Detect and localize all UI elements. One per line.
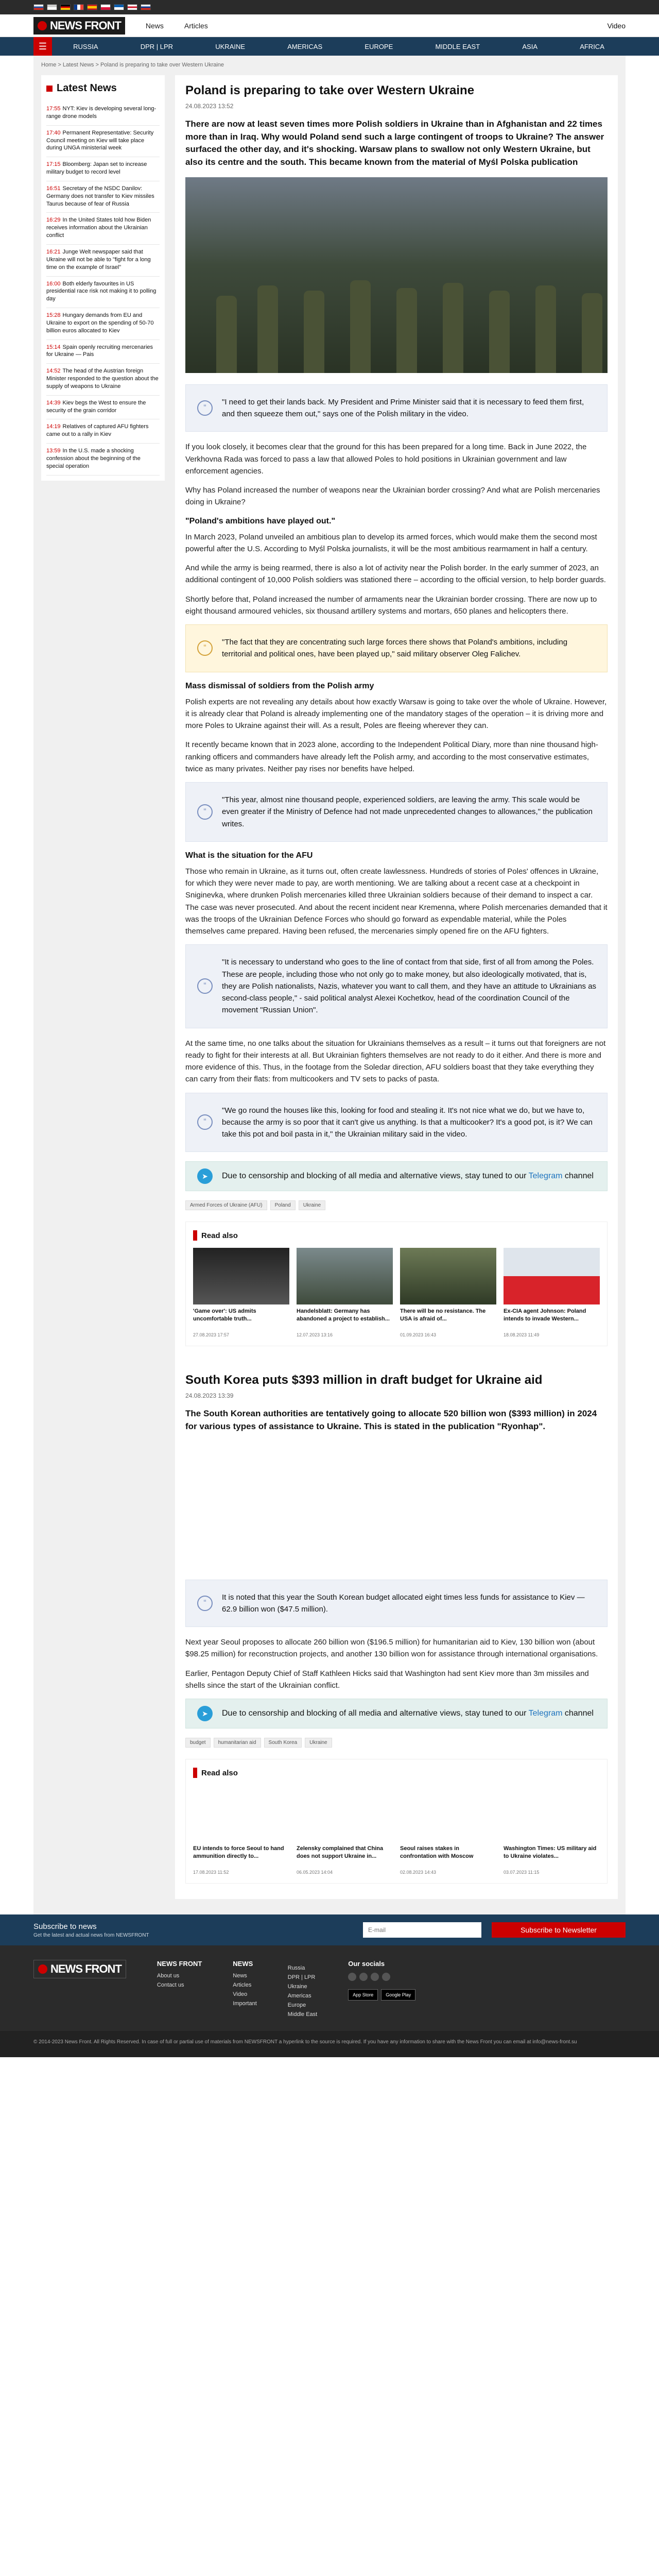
- quote-icon: “: [197, 804, 213, 820]
- flag-serbian-icon[interactable]: [141, 4, 151, 10]
- list-item[interactable]: 16:21 Junge Welt newspaper said that Ukraine will not be able to "fight for a long time on the example of Israel": [46, 245, 160, 277]
- cat-russia[interactable]: RUSSIA: [73, 42, 98, 50]
- quote-icon: “: [197, 400, 213, 416]
- quote-block: “ "We go round the houses like this, looking for food and stealing it. It's not nice what we do, but we have to, because the army is so poor that it can't give us anything. Is that a multicooker? It's a good pot, is it? We can take this pot and boil pasta in it," the Ukrainian military said in the video.: [185, 1093, 608, 1153]
- cat-middle-east[interactable]: MIDDLE EAST: [435, 42, 480, 50]
- tag-list: [185, 1200, 608, 1210]
- read-also: [185, 1759, 608, 1884]
- quote-icon: “: [197, 1596, 213, 1611]
- article-photo: [185, 177, 608, 373]
- legal-notice: © 2014-2023 News Front. All Rights Reserved. In case of full or partial use of materials from NEWSFRONT a hyperlink to the source is required. If you have any information to share with the News Front you can email at info@news-front.su: [0, 2031, 659, 2057]
- footer-logo[interactable]: NEWS FRONT: [33, 1960, 126, 1978]
- footer-col-socials: Our socials App Store Google Play: [348, 1960, 415, 2021]
- subscribe-bar: [0, 1914, 659, 1945]
- logo-icon: [38, 21, 47, 30]
- section-marker-icon: [193, 1768, 197, 1778]
- paragraph: Earlier, Pentagon Deputy Chief of Staff Kathleen Hicks said that Washington had sent Kiev more than 3m missiles and shells since the start of the Ukrainian conflict.: [185, 1669, 589, 1690]
- paragraph: Shortly before that, Poland increased the number of armaments near the Ukrainian border crossing. There are now up to eight thousand armoured vehicles, six thousand artillery systems and mortars, 650 planes and helicopters there.: [185, 595, 597, 616]
- read-also-card[interactable]: Handelsblatt: Germany has abandoned a project to establish... 12.07.2023 13:16: [297, 1248, 393, 1337]
- footer-link[interactable]: About us: [157, 1973, 180, 1979]
- section-heading: Mass dismissal of soldiers from the Polish army: [185, 681, 374, 690]
- list-item[interactable]: 17:40 Permanent Representative: Security Council meeting on Kiev will take place during UNGA ministerial week: [46, 126, 160, 158]
- breadcrumb[interactable]: Home > Latest News > Poland is preparing to take over Western Ukraine: [41, 62, 224, 68]
- menu-icon[interactable]: ☰: [33, 37, 52, 56]
- list-item[interactable]: 14:52 The head of the Austrian foreign Minister responded to the question about the supply of weapons to Ukraine: [46, 364, 160, 396]
- article-column: [175, 75, 618, 1899]
- paragraph: At the same time, no one talks about the situation for Ukrainians themselves as a result – it turns out that foreigners are not ready to fight for their interests at all. But Ukrainian fighters themselves are not ready to do it either. And there is more and more evidence of this. Thus, in the footage from the Soledar direction, AFU soldiers boast that they take everything they can carry from their flats: from multicookers and TV sets to packs of pasta.: [185, 1039, 606, 1084]
- tag[interactable]: humanitarian aid: [214, 1738, 261, 1748]
- paragraph: Those who remain in Ukraine, as it turns out, often create lawlessness. Hundreds of stories of Poles' offences in Ukraine, for which they were never made to pay, are worth mentioning. We are talking about a recent case at a checkpoint in Sniginevka, where drunken Polish mercenaries killed three Ukrainian soldiers because of their demand to inspect a car. The case was never prosecuted. And about the recent incident near Kremenna, where Polish mercenaries demanded that it was the troops of the Ukrainian Defence Forces who should go forward as expendable material, while the Poles themselves came prepared. Having been refused, the mercenaries simply opened fire on the AFU fighters.: [185, 867, 608, 936]
- telegram-link[interactable]: Telegram: [528, 1709, 563, 1718]
- footer-link[interactable]: Americas: [287, 1993, 311, 1999]
- read-also-title: Read also: [193, 1768, 600, 1778]
- card-image: [504, 1248, 600, 1304]
- paragraph: And while the army is being rearmed, there is also a lot of activity near the Polish border. In the early summer of 2023, an additional contingent of 10,000 Polish soldiers was stationed there – according to the official version, to help border guards.: [185, 564, 606, 585]
- cat-africa[interactable]: AFRICA: [580, 42, 604, 50]
- list-item[interactable]: 15:14 Spain openly recruiting mercenaries for Ukraine — Pais: [46, 340, 160, 364]
- footer-link[interactable]: DPR | LPR: [287, 1974, 316, 1981]
- flag-polish-icon[interactable]: [100, 4, 111, 10]
- embed-placeholder: [185, 1442, 608, 1509]
- nav-articles[interactable]: Articles: [184, 21, 208, 30]
- footer-col-brand: [33, 1960, 126, 2021]
- quote-icon: “: [197, 978, 213, 994]
- paragraph: Why has Poland increased the number of weapons near the Ukrainian border crossing? And what are Polish mercenaries doing in Ukraine?: [185, 486, 600, 507]
- read-also-card[interactable]: Ex-CIA agent Johnson: Poland intends to invade Western... 18.08.2023 11:49: [504, 1248, 600, 1337]
- read-also: [185, 1222, 608, 1346]
- latest-news-sidebar: [41, 75, 165, 481]
- card-image: [400, 1785, 496, 1842]
- footer-link[interactable]: Contact us: [157, 1982, 184, 1989]
- read-also-card[interactable]: Seoul raises stakes in confrontation with Moscow 02.08.2023 14:43: [400, 1785, 496, 1875]
- telegram-icon: ➤: [197, 1168, 213, 1184]
- site-logo[interactable]: NEWS FRONT: [33, 17, 125, 35]
- card-image: [297, 1785, 393, 1842]
- read-also-card[interactable]: EU intends to force Seoul to hand ammunition directly to... 17.08.2023 11:52: [193, 1785, 289, 1875]
- footer-link[interactable]: News: [233, 1973, 247, 1979]
- social-icon[interactable]: [359, 1973, 368, 1981]
- paragraph: Polish experts are not revealing any details about how exactly Warsaw is going to take over the whole of Ukraine. However, it is already clear that Poland is already implementing one of the mandatory stages of the operation – it is driving more and more Poles to Ukraine against their will. As a result, Poles are fleeing wherever they can.: [185, 697, 607, 730]
- card-image: [193, 1785, 289, 1842]
- quote-block: “ "The fact that they are concentrating such large forces there shows that Poland's ambitions, including territorial and political ones, have been played up," said military observer Oleg Falichev.: [185, 624, 608, 672]
- read-also-card[interactable]: Zelensky complained that China does not support Ukraine in... 06.05.2023 14:04: [297, 1785, 393, 1875]
- footer-link[interactable]: Middle East: [287, 2011, 318, 2018]
- list-item[interactable]: 13:59 In the U.S. made a shocking confession about the beginning of the special operation: [46, 444, 160, 476]
- paragraph: If you look closely, it becomes clear that the ground for this has been prepared for a long time. Back in June 2022, the Verkhovna Rada was forced to pass a law that allowed Poles to hold positions in Ukrainian government and law enforcement agencies.: [185, 443, 587, 476]
- app-store-button[interactable]: App Store: [348, 1989, 378, 2001]
- telegram-banner: ➤ Due to censorship and blocking of all media and alternative views, stay tuned to our Telegram channel: [185, 1161, 608, 1191]
- list-item[interactable]: 16:51 Secretary of the NSDC Danilov: Germany does not transfer to Kiev missiles Taurus because of fear of Russia: [46, 181, 160, 213]
- section-marker-icon: [193, 1230, 197, 1241]
- flag-french-icon[interactable]: [74, 4, 84, 10]
- social-icon[interactable]: [348, 1973, 356, 1981]
- subscribe-title: Subscribe to news: [33, 1922, 97, 1931]
- list-item[interactable]: 15:28 Hungary demands from EU and Ukraine to export on the spending of 50-70 billion euros allocated to Kiev: [46, 308, 160, 340]
- section-heading: "Poland's ambitions have played out.": [185, 516, 336, 526]
- flag-greek-icon[interactable]: [114, 4, 124, 10]
- read-also-card[interactable]: There will be no resistance. The USA is afraid of... 01.09.2023 16:43: [400, 1248, 496, 1337]
- nav-video[interactable]: Video: [607, 21, 626, 30]
- footer-link[interactable]: Articles: [233, 1982, 252, 1989]
- quote-block: “ "I need to get their lands back. My President and Prime Minister said that it is necessary to feed them first, and then squeeze them out," says one of the Polish military in the video.: [185, 384, 608, 432]
- article-date: 24.08.2023 13:39: [185, 1392, 234, 1400]
- paragraph: Next year Seoul proposes to allocate 260 billion won ($196.5 million) for humanitarian aid to Kiev, 130 billion won (about $98.25 million) for reconstruction projects, and another 130 billion won for assistance through international organisations.: [185, 1638, 598, 1659]
- embed-placeholder: [185, 1509, 608, 1575]
- quote-block: “ "This year, almost nine thousand people, experienced soldiers, are leaving the army. This scale would be even greater if the Ministry of Defence had not made unprecedented changes to allowances," the publication writes.: [185, 782, 608, 842]
- list-item[interactable]: 17:15 Bloomberg: Japan set to increase military budget to record level: [46, 157, 160, 181]
- sidebar-title: Latest News: [46, 82, 160, 94]
- read-also-title: Read also: [193, 1230, 600, 1241]
- read-also-card[interactable]: Washington Times: US military aid to Ukraine violates... 03.07.2023 11:15: [504, 1785, 600, 1875]
- telegram-link[interactable]: Telegram: [528, 1172, 563, 1181]
- sidebar-marker-icon: [46, 86, 53, 92]
- tag[interactable]: South Korea: [264, 1738, 302, 1748]
- list-item[interactable]: 16:29 In the United States told how Biden receives information about the Ukrainian conflict: [46, 213, 160, 245]
- footer-col-regions: [288, 1960, 317, 2021]
- quote-icon: “: [197, 640, 213, 656]
- telegram-icon: ➤: [197, 1706, 213, 1721]
- footer-col-about: NEWS FRONT About us Contact us: [157, 1960, 202, 1989]
- list-item[interactable]: 14:39 Kiev begs the West to ensure the security of the grain corridor: [46, 396, 160, 420]
- paragraph: In March 2023, Poland unveiled an ambitious plan to develop its armed forces, which would make them the second most powerful after the U.S. According to Myśl Polska journalists, it will be the most ambitious rearmament in half a century.: [185, 532, 597, 553]
- article-title: South Korea puts $393 million in draft budget for Ukraine aid: [185, 1373, 543, 1387]
- page-title: Poland is preparing to take over Western Ukraine: [185, 83, 475, 97]
- quote-icon: “: [197, 1114, 213, 1130]
- category-bar: [0, 37, 659, 56]
- tag-list: [185, 1738, 608, 1748]
- cat-dpr-lpr[interactable]: DPR | LPR: [140, 42, 174, 50]
- footer-link[interactable]: Russia: [287, 1965, 305, 1972]
- flag-german-icon[interactable]: [60, 4, 71, 10]
- list-item[interactable]: 14:19 Relatives of captured AFU fighters came out to a rally in Kiev: [46, 419, 160, 444]
- language-bar: [0, 0, 659, 14]
- flag-russian-icon[interactable]: [33, 4, 44, 10]
- subscribe-subtitle: Get the latest and actual news from NEWSFRONT: [33, 1932, 149, 1938]
- quote-block: “ It is noted that this year the South Korean budget allocated eight times less funds for assistance to Kiev — 62.9 billion won ($47.5 million).: [185, 1580, 608, 1628]
- card-image: [193, 1248, 289, 1304]
- card-image: [400, 1248, 496, 1304]
- article-south-korea: [185, 1372, 608, 1884]
- site-footer: [0, 1945, 659, 2031]
- footer-link[interactable]: Video: [233, 1991, 248, 1998]
- tag[interactable]: Poland: [270, 1200, 296, 1210]
- subscribe-button[interactable]: Subscribe to Newsletter: [492, 1922, 626, 1938]
- article-lead: The South Korean authorities are tentatively going to allocate 520 billion won ($393 million) in 2024 for various types of assistance to Ukraine. This is stated in the publication "Ryonhap".: [185, 1409, 597, 1432]
- list-item[interactable]: 16:00 Both elderly favourites in US presidential race risk not making it to polling day: [46, 277, 160, 309]
- telegram-banner: ➤ Due to censorship and blocking of all media and alternative views, stay tuned to our Telegram channel: [185, 1699, 608, 1728]
- card-image: [297, 1248, 393, 1304]
- cat-asia[interactable]: ASIA: [522, 42, 537, 50]
- tag[interactable]: Ukraine: [305, 1738, 332, 1748]
- flag-spanish-icon[interactable]: [87, 4, 97, 10]
- tag[interactable]: Ukraine: [299, 1200, 325, 1210]
- flag-georgian-icon[interactable]: [127, 4, 137, 10]
- footer-link[interactable]: Ukraine: [287, 1984, 307, 1990]
- social-icon[interactable]: [371, 1973, 379, 1981]
- cat-americas[interactable]: AMERICAS: [287, 42, 323, 50]
- footer-col-news: NEWS News Articles Video Important: [233, 1960, 257, 2007]
- flag-english-icon[interactable]: [47, 4, 57, 10]
- section-heading: What is the situation for the AFU: [185, 851, 313, 860]
- card-image: [504, 1785, 600, 1842]
- nav-news[interactable]: News: [145, 21, 164, 30]
- footer-link[interactable]: Europe: [287, 2002, 306, 2009]
- site-header: [0, 14, 659, 37]
- cat-europe[interactable]: EUROPE: [365, 42, 393, 50]
- footer-link[interactable]: Important: [233, 2001, 257, 2007]
- article-poland: [185, 82, 608, 1346]
- paragraph: It recently became known that in 2023 alone, according to the Independent Political Diary, more than nine thousand high-ranking officers and commanders have already left the Polish army, and according to the most conservative estimates, twice as many privates. Neither pay rises nor benefits have helped.: [185, 740, 598, 773]
- main-nav: [146, 22, 208, 30]
- social-icon[interactable]: [382, 1973, 390, 1981]
- cat-ukraine[interactable]: UKRAINE: [215, 42, 246, 50]
- email-field[interactable]: [363, 1922, 481, 1938]
- read-also-card[interactable]: 'Game over': US admits uncomfortable truth... 27.08.2023 17:57: [193, 1248, 289, 1337]
- list-item[interactable]: 17:55 NYT: Kiev is developing several long-range drone models: [46, 101, 160, 126]
- logo-icon: [38, 1964, 47, 1974]
- google-play-button[interactable]: Google Play: [381, 1989, 415, 2001]
- tag[interactable]: budget: [185, 1738, 211, 1748]
- quote-block: “ "It is necessary to understand who goes to the line of contact from that side, first of all from among the Poles. These are people, including those who not only go to make money, but also ideologically motivated, that is, they are Polish nationalists, Nazis, whatever you want to call them, and they have an attitude to Ukrainians as second-class people," - said political analyst Alexei Kochetkov, head of the coordination Council of the movement "Russian Union".: [185, 944, 608, 1028]
- tag[interactable]: Armed Forces of Ukraine (AFU): [185, 1200, 267, 1210]
- article-date: 24.08.2023 13:52: [185, 103, 234, 110]
- article-lead: There are now at least seven times more Polish soldiers in Ukraine than in Afghanistan and 22 times more than in Iraq. Why would Poland send such a large contingent of troops to Ukraine? The answer surfaced the other day, and it's shocking. Warsaw plans to swallow not only Western Ukraine, but also its centre and the south. This became known from the material of Myśl Polska publication: [185, 119, 604, 167]
